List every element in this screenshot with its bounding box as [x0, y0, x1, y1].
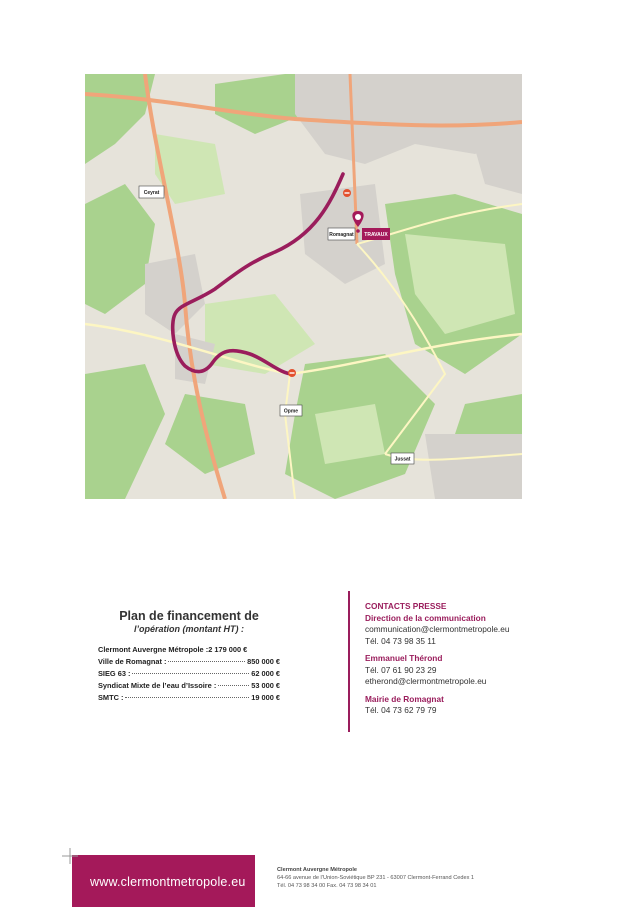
financing-plan — [98, 609, 280, 705]
contact-person-phone: Tél. 07 61 90 23 29 — [365, 664, 437, 675]
footer-address-block — [277, 866, 474, 890]
dot-leader — [125, 697, 249, 698]
financing-row — [98, 669, 280, 681]
contact-person-email[interactable]: etherond@clermontmetropole.eu — [365, 676, 487, 686]
financing-amount: 53 000 € — [251, 681, 280, 690]
contact-person: Emmanuel Thérond — [365, 653, 443, 663]
town-label-ceyrat — [139, 186, 164, 198]
roadblock-icon — [343, 189, 351, 197]
financing-row — [98, 681, 280, 693]
financing-rows — [98, 645, 280, 705]
financing-label: SMTC : — [98, 693, 124, 702]
financing-label: Clermont Auvergne Métropole : — [98, 645, 209, 654]
roadblock-icon — [288, 369, 296, 377]
financing-row — [98, 645, 280, 657]
town-label-jussat — [391, 453, 414, 464]
dot-leader — [218, 685, 249, 686]
press-contacts — [365, 601, 565, 717]
financing-amount: 62 000 € — [251, 669, 280, 678]
map-image — [85, 74, 522, 499]
contact-direction-phone: Tél. 04 73 98 35 11 — [365, 635, 436, 646]
financing-row — [98, 693, 280, 705]
dot-leader — [168, 661, 245, 662]
vertical-divider — [348, 591, 350, 732]
dot-leader — [132, 673, 249, 674]
town-label-opme — [280, 405, 302, 416]
contact-mairie-phone: Tél. 04 73 62 79 79 — [365, 705, 437, 715]
footer-phones: Tél. 04 73 98 34 00 Fax. 04 73 98 34 01 — [277, 883, 377, 889]
contact-direction-email[interactable]: communication@clermontmetropole.eu — [365, 624, 510, 634]
route-map — [85, 74, 522, 499]
footer-organization: Clermont Auvergne Métropole — [277, 867, 357, 873]
footer-banner — [72, 855, 255, 907]
contact-mairie: Mairie de Romagnat — [365, 693, 444, 704]
financing-amount: 850 000 € — [247, 657, 280, 666]
svg-text:Ceyrat: Ceyrat — [143, 190, 160, 196]
svg-text:TRAVAUX: TRAVAUX — [364, 232, 388, 238]
financing-amount: 2 179 000 € — [208, 645, 248, 654]
financing-label: Ville de Romagnat : — [98, 657, 167, 666]
svg-text:Romagnat: Romagnat — [329, 232, 354, 238]
footer-website-link[interactable]: www.clermontmetropole.eu — [90, 875, 246, 889]
financing-title: Plan de financement de — [119, 609, 259, 623]
svg-text:Jussat: Jussat — [394, 456, 411, 463]
town-label-romagnat — [328, 228, 355, 240]
travaux-badge — [362, 228, 390, 240]
footer-address: 64-66 avenue de l’Union-Soviétique BP 231 - 63007 Clermont-Ferrand Cedex 1 — [277, 875, 475, 881]
crop-mark-icon — [62, 848, 78, 864]
financing-subtitle: l’opération (montant HT) : — [134, 624, 244, 634]
financing-amount: 19 000 € — [251, 693, 280, 702]
financing-label: Syndicat Mixte de l’eau d’Issoire : — [98, 681, 217, 690]
svg-text:Opme: Opme — [283, 408, 299, 415]
financing-label: SIEG 63 : — [98, 669, 131, 678]
contact-direction: Direction de la communication — [365, 612, 486, 623]
financing-row — [98, 657, 280, 669]
contacts-title: CONTACTS PRESSE — [365, 601, 447, 611]
